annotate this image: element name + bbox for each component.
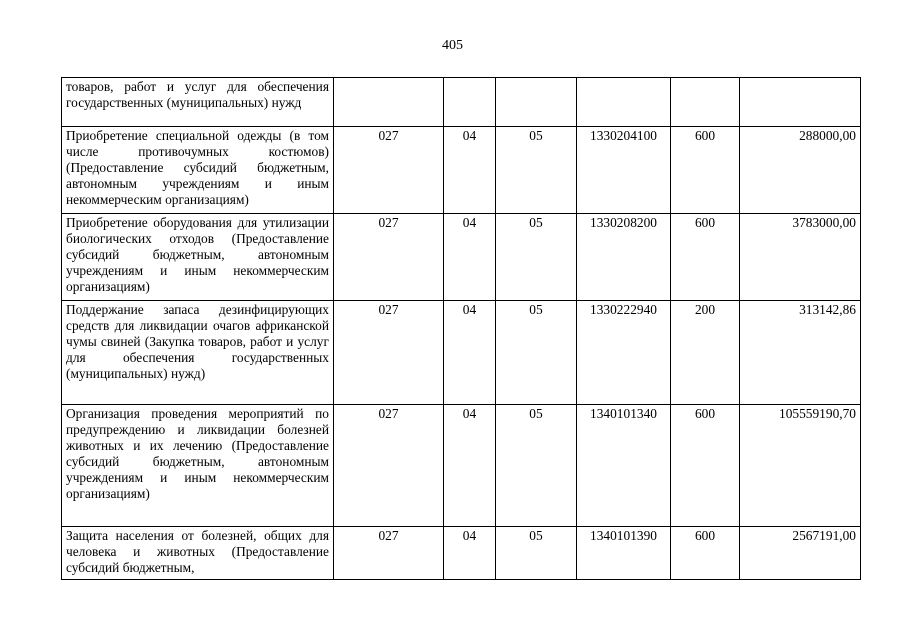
section-code: 04 <box>444 127 496 214</box>
amount: 2567191,00 <box>740 527 861 580</box>
row-description: товаров, работ и услуг для обеспечения государственных (муниципальных) нужд <box>62 78 334 127</box>
subsection-code: 05 <box>496 127 577 214</box>
subsection-code: 05 <box>496 214 577 301</box>
row-description: Поддержание запаса дезинфицирующих средств для ликвидации очагов африканской чумы свиней (Закупка товаров, работ и услуг для обеспечения государственных (муниципальных) нужд) <box>62 301 334 405</box>
table-row <box>62 127 861 214</box>
row-description: Организация проведения мероприятий по предупреждению и ликвидации болезней животных и их лечению (Предоставление субсидий бюджетным, автономным учреждениям и иным некоммерческим организациям) <box>62 405 334 527</box>
ministry-code: 027 <box>334 405 444 527</box>
section-code <box>444 78 496 127</box>
target-article-code: 1330222940 <box>577 301 671 405</box>
section-code: 04 <box>444 405 496 527</box>
subsection-code: 05 <box>496 527 577 580</box>
expense-type-code: 600 <box>671 214 740 301</box>
section-code: 04 <box>444 214 496 301</box>
row-description: Приобретение оборудования для утилизации биологических отходов (Предоставление субсидий бюджетным, автономным учреждениям и иным некоммерческим организациям) <box>62 214 334 301</box>
ministry-code: 027 <box>334 127 444 214</box>
section-code: 04 <box>444 301 496 405</box>
table-row <box>62 405 861 527</box>
table-row <box>62 527 861 580</box>
table-row <box>62 301 861 405</box>
target-article-code: 1340101390 <box>577 527 671 580</box>
target-article-code <box>577 78 671 127</box>
target-article-code: 1330204100 <box>577 127 671 214</box>
ministry-code: 027 <box>334 214 444 301</box>
amount: 313142,86 <box>740 301 861 405</box>
subsection-code: 05 <box>496 405 577 527</box>
table-row <box>62 78 861 127</box>
budget-table <box>61 77 861 580</box>
expense-type-code: 200 <box>671 301 740 405</box>
section-code: 04 <box>444 527 496 580</box>
subsection-code: 05 <box>496 301 577 405</box>
amount <box>740 78 861 127</box>
amount: 3783000,00 <box>740 214 861 301</box>
page-number: 405 <box>442 38 463 53</box>
row-description: Приобретение специальной одежды (в том числе противочумных костюмов) (Предоставление субсидий бюджетным, автономным учреждениям и иным некоммерческим организациям) <box>62 127 334 214</box>
row-description: Защита населения от болезней, общих для человека и животных (Предоставление субсидий бюджетным, <box>62 527 334 580</box>
table-row <box>62 214 861 301</box>
expense-type-code: 600 <box>671 405 740 527</box>
target-article-code: 1330208200 <box>577 214 671 301</box>
amount: 288000,00 <box>740 127 861 214</box>
subsection-code <box>496 78 577 127</box>
target-article-code: 1340101340 <box>577 405 671 527</box>
ministry-code: 027 <box>334 527 444 580</box>
expense-type-code: 600 <box>671 527 740 580</box>
ministry-code <box>334 78 444 127</box>
ministry-code: 027 <box>334 301 444 405</box>
expense-type-code <box>671 78 740 127</box>
expense-type-code: 600 <box>671 127 740 214</box>
amount: 105559190,70 <box>740 405 861 527</box>
